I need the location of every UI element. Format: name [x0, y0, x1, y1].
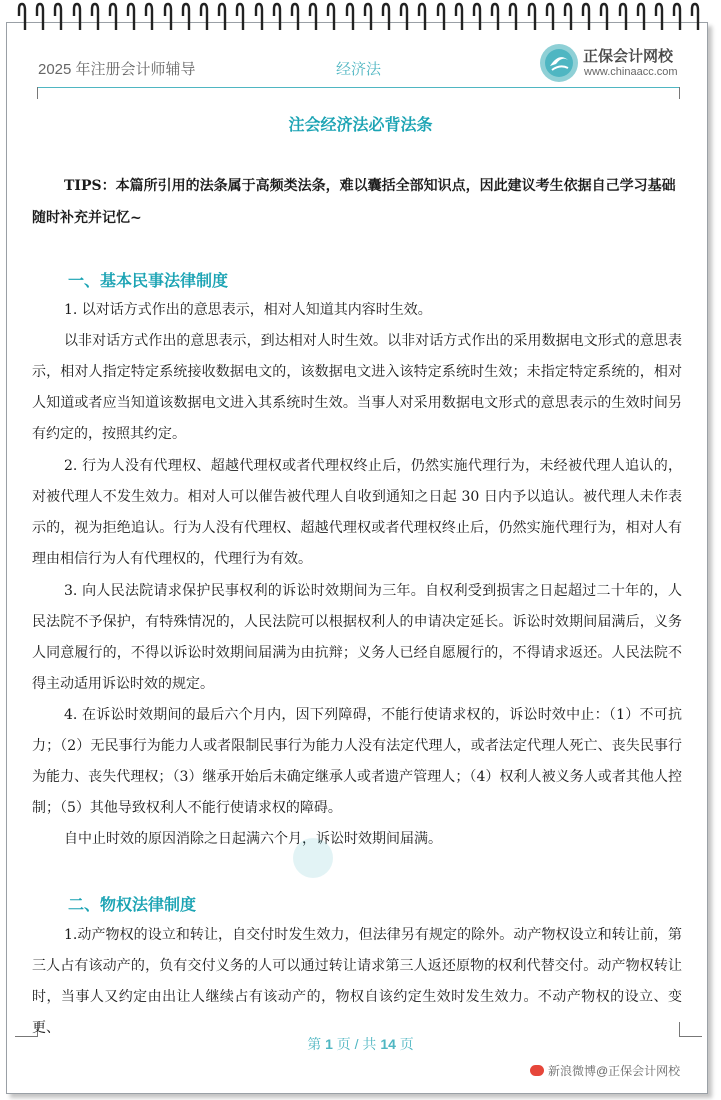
section-heading-property: 二、物权法律制度 — [68, 895, 197, 914]
page-title: 注会经济法必背法条 — [288, 115, 433, 134]
page-counter — [0, 1034, 721, 1054]
paragraph: 2. 行为人没有代理权、超越代理权或者代理权终止后，仍然实施代理行为，未经被代理人追认的，对被代理人不发生效力。相对人可以催告被代理人自收到通知之日起 30 日内予以追认。被代理人未作表示的，视为拒绝追认。行为人没有代理权、超越代理权或者代理权终止后，仍然实施代理行为，相对人有理由相信行为人有代理权的，代理行为有效。 — [32, 458, 682, 567]
spiral-ring — [509, 2, 519, 32]
spiral-ring — [437, 2, 447, 32]
weibo-icon — [530, 1065, 544, 1076]
paragraph: 以非对话方式作出的意思表示，到达相对人时生效。以非对话方式作出的采用数据电文形式的意思表示，相对人指定特定系统接收数据电文的，该数据电文进入该特定系统时生效；未指定特定系统的，相对人知道或者应当知道该数据电文进入其系统时生效。当事人对采用数据电文形式的意思表示的生效时间另有约定的，按照其约定。 — [32, 333, 682, 442]
spiral-ring — [473, 2, 483, 32]
paragraph: 1. 以对话方式作出的意思表示，相对人知道其内容时生效。 — [64, 302, 432, 318]
logo-url: www.chinaacc.com — [584, 66, 678, 78]
paragraph: 自中止时效的原因消除之日起满六个月，诉讼时效期间届满。 — [64, 831, 442, 847]
spiral-ring — [491, 2, 501, 32]
spiral-ring — [127, 2, 137, 32]
corner-mark-top-right — [679, 87, 680, 99]
spiral-ring — [564, 2, 574, 32]
spiral-ring — [600, 2, 610, 32]
chinaacc-logo-icon — [538, 42, 580, 84]
spiral-ring — [546, 2, 556, 32]
spiral-ring — [400, 2, 410, 32]
spiral-ring — [109, 2, 119, 32]
spiral-ring — [382, 2, 392, 32]
header-subject: 经济法 — [336, 61, 382, 78]
spiral-ring — [36, 2, 46, 32]
spiral-ring — [291, 2, 301, 32]
spiral-ring — [273, 2, 283, 32]
weibo-text: 新浪微博@正保会计网校 — [548, 1064, 681, 1078]
spiral-ring — [54, 2, 64, 32]
spiral-ring — [637, 2, 647, 32]
header-divider — [37, 87, 679, 88]
paragraph: 4. 在诉讼时效期间的最后六个月内，因下列障碍，不能行使请求权的，诉讼时效中止：（1）不可抗力；（2）无民事行为能力人或者限制民事行为能力人没有法定代理人，或者法定代理人死亡、丧失民事行为能力、丧失代理权；（3）继承开始后未确定继承人或者遗产管理人；（4）权利人被义务人或者其他人控制；（5）其他导致权利人不能行使请求权的障碍。 — [32, 707, 682, 816]
spiral-ring — [619, 2, 629, 32]
spiral-ring — [455, 2, 465, 32]
spiral-ring — [309, 2, 319, 32]
tips-text: TIPS：本篇所引用的法条属于高频类法条，难以囊括全部知识点，因此建议考生依据自己学习基础随时补充并记忆~ — [32, 178, 676, 226]
spiral-ring — [164, 2, 174, 32]
paragraph: 1.动产物权的设立和转让，自交付时发生效力，但法律另有规定的除外。动产物权设立和转让前，第三人占有该动产的，负有交付义务的人可以通过转让请求第三人返还原物的权利代替交付。动产物权转让时，当事人又约定由出让人继续占有该动产的，物权自该约定生效时发生效力。不动产物权的设立、变更、 — [32, 927, 682, 1036]
page-suffix: 页 — [399, 1036, 414, 1052]
page-total: 14 — [380, 1036, 396, 1052]
spiral-ring — [182, 2, 192, 32]
header-course-label: 2025 年注册会计师辅导 — [38, 61, 196, 78]
spiral-ring — [145, 2, 155, 32]
spiral-ring — [236, 2, 246, 32]
spiral-ring — [418, 2, 428, 32]
spiral-ring — [691, 2, 701, 32]
spiral-ring — [218, 2, 228, 32]
spiral-ring — [327, 2, 337, 32]
spiral-ring — [91, 2, 101, 32]
spiral-ring — [582, 2, 592, 32]
spiral-ring — [73, 2, 83, 32]
spiral-ring — [346, 2, 356, 32]
spiral-binding — [18, 0, 708, 40]
logo-name: 正保会计网校 — [583, 48, 674, 65]
page-number: 1 — [325, 1036, 333, 1052]
section-heading-civil: 一、基本民事法律制度 — [68, 271, 229, 290]
watermark-logo-icon — [290, 835, 336, 886]
corner-mark-top-left — [37, 87, 38, 99]
spiral-ring — [655, 2, 665, 32]
spiral-ring — [200, 2, 210, 32]
spiral-ring — [255, 2, 265, 32]
paragraph: 3. 向人民法院请求保护民事权利的诉讼时效期间为三年。自权利受到损害之日起超过二十年的，人民法院不予保护，有特殊情况的，人民法院可以根据权利人的申请决定延长。诉讼时效期间届满后，义务人同意履行的，不得以诉讼时效期间届满为由抗辩；义务人已经自愿履行的，不得请求返还。人民法院不得主动适用诉讼时效的规定。 — [32, 583, 682, 692]
spiral-ring — [528, 2, 538, 32]
spiral-ring — [673, 2, 683, 32]
spiral-ring — [18, 2, 28, 32]
spiral-ring — [364, 2, 374, 32]
weibo-watermark — [530, 1062, 680, 1079]
page-prefix: 第 — [307, 1036, 322, 1052]
page-separator: 页 / 共 — [336, 1036, 377, 1052]
